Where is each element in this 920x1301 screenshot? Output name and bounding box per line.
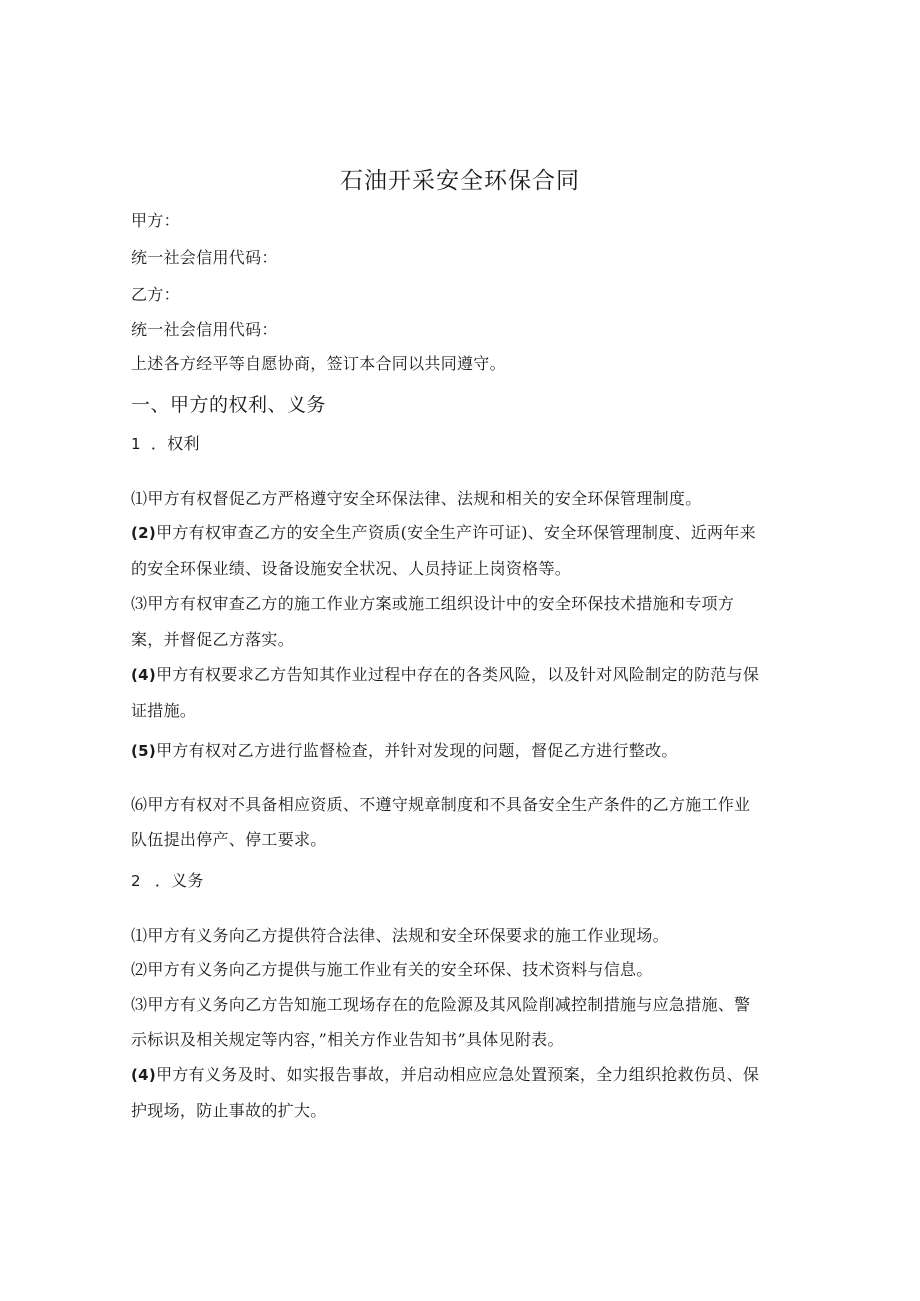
rights-item-4 <box>131 663 791 687</box>
obligations-item-2 <box>131 958 791 982</box>
rights-item-6-continued: 队伍提出停产、停工要求。 <box>131 830 327 849</box>
item-marker: ⑴ <box>131 489 148 508</box>
section-heading: 一、甲方的权利、义务 <box>131 394 327 416</box>
item-marker: (2) <box>131 524 157 542</box>
item-text: 甲方有权督促乙方严格遵守安全环保法律、法规和相关的安全环保管理制度。 <box>147 489 702 508</box>
subsection-number: 1 <box>131 435 141 453</box>
rights-item-2-continued: 的安全环保业绩、设备设施安全状况、人员持证上岗资格等。 <box>131 559 572 578</box>
obligations-item-3-continued: 示标识及相关规定等内容，”相关方作业告知书”具体见附表。 <box>131 1030 564 1049</box>
item-marker: (4) <box>131 666 157 684</box>
subsection-rights-heading <box>131 432 791 456</box>
rights-item-3 <box>131 592 791 616</box>
obligations-item-3 <box>131 993 791 1017</box>
party-b-label: 乙方： <box>131 285 180 304</box>
rights-item-6 <box>131 793 791 817</box>
subsection-title: ．义务 <box>154 871 204 890</box>
item-marker: ⑹ <box>131 795 148 814</box>
party-a-label: 甲方： <box>131 211 180 230</box>
item-text: 甲方有义务向乙方提供符合法律、法规和安全环保要求的施工作业现场。 <box>147 926 669 945</box>
item-text: 甲方有义务及时、如实报告事故，并启动相应应急处置预案，全力组织抢救伤员、保 <box>156 1065 760 1084</box>
item-text: 甲方有义务向乙方提供与施工作业有关的安全环保、技术资料与信息。 <box>147 960 653 979</box>
document-title: 石油开采安全环保合同 <box>340 168 580 194</box>
item-marker: (5) <box>131 742 157 760</box>
intro-paragraph: 上述各方经平等自愿协商，签订本合同以共同遵守。 <box>131 354 506 373</box>
subsection-obligations-heading <box>131 869 791 893</box>
rights-item-3-continued: 案，并督促乙方落实。 <box>131 630 295 649</box>
item-text: 甲方有权审查乙方的安全生产资质(安全生产许可证)、安全环保管理制度、近两年来 <box>156 523 756 542</box>
rights-item-4-continued: 证措施。 <box>131 701 197 720</box>
subsection-title: ．权利 <box>150 434 200 453</box>
obligations-item-4-continued: 护现场，防止事故的扩大。 <box>131 1101 327 1120</box>
rights-item-5 <box>131 739 791 763</box>
rights-item-1 <box>131 487 791 511</box>
item-marker: ⑵ <box>131 960 148 979</box>
item-text: 甲方有权对乙方进行监督检查，并针对发现的问题，督促乙方进行整改。 <box>156 741 678 760</box>
obligations-item-4 <box>131 1063 791 1087</box>
party-b-credit-code-label: 统一社会信用代码： <box>131 320 278 339</box>
obligations-item-1 <box>131 924 791 948</box>
item-text: 甲方有权对不具备相应资质、不遵守规章制度和不具备安全生产条件的乙方施工作业 <box>147 795 751 814</box>
item-marker: ⑴ <box>131 926 148 945</box>
item-text: 甲方有义务向乙方告知施工现场存在的危险源及其风险削减控制措施与应急措施、警 <box>147 995 751 1014</box>
subsection-number: 2 <box>131 872 141 890</box>
item-text: 甲方有权要求乙方告知其作业过程中存在的各类风险，以及针对风险制定的防范与保 <box>156 665 760 684</box>
rights-item-2 <box>131 521 791 545</box>
item-marker: ⑶ <box>131 594 148 613</box>
party-a-credit-code-label: 统一社会信用代码： <box>131 248 278 267</box>
item-text: 甲方有权审查乙方的施工作业方案或施工组织设计中的安全环保技术措施和专项方 <box>147 594 735 613</box>
item-marker: ⑶ <box>131 995 148 1014</box>
item-marker: (4) <box>131 1066 157 1084</box>
